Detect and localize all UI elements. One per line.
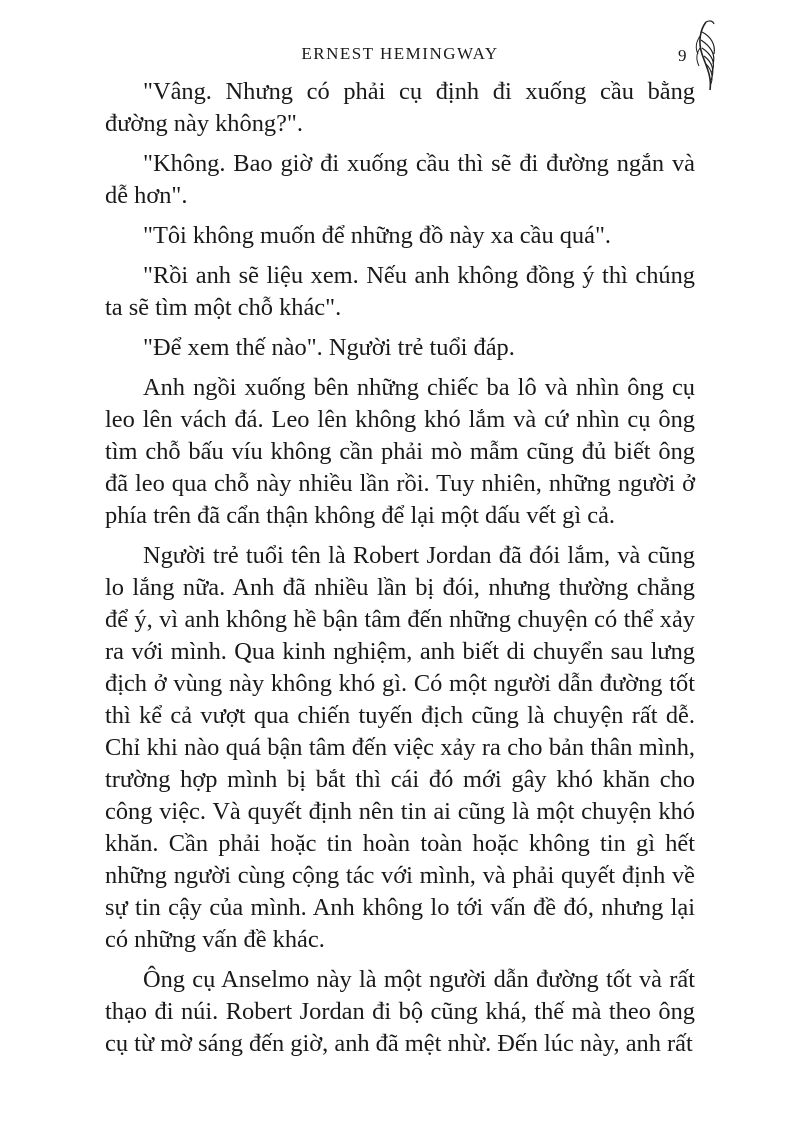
paragraph: Anh ngồi xuống bên những chiếc ba lô và nhìn ông cụ leo lên vách đá. Leo lên không khó lắm và cứ nhìn cụ ông tìm chỗ bấu víu không cần phải mò mẫm cũng đủ biết ông đã leo qua chỗ này nhiều lần rồi. Tuy nhiên, những người ở phía trên đã cẩn thận không để lại một dấu vết gì cả.: [105, 374, 695, 529]
paragraph: Ông cụ Anselmo này là một người dẫn đường tốt và rất thạo đi núi. Robert Jordan đi bộ cũng khá, thế mà theo ông cụ từ mờ sáng đến giờ, anh đã mệt nhừ. Đến lúc này, anh rất: [105, 966, 695, 1057]
paragraph: "Rồi anh sẽ liệu xem. Nếu anh không đồng ý thì chúng ta sẽ tìm một chỗ khác".: [105, 262, 695, 321]
paragraph: "Vâng. Nhưng có phải cụ định đi xuống cầu bằng đường này không?".: [105, 78, 695, 137]
paragraph: "Tôi không muốn để những đồ này xa cầu quá".: [143, 222, 612, 249]
body-text: [105, 76, 695, 1068]
paragraph: "Không. Bao giờ đi xuống cầu thì sẽ đi đường ngắn và dễ hơn".: [105, 150, 695, 209]
paragraph: "Để xem thế nào". Người trẻ tuổi đáp.: [143, 334, 515, 361]
page-number: 9: [678, 46, 687, 65]
paragraph: Người trẻ tuổi tên là Robert Jordan đã đói lắm, và cũng lo lắng nữa. Anh đã nhiều lần bị đói, nhưng thường chẳng để ý, vì anh không hề bận tâm đến những chuyện có thể xảy ra với mình. Qua kinh nghiệm, anh biết di chuyển sau lưng địch ở vùng này không khó gì. Có một người dẫn đường tốt thì kể cả vượt qua chiến tuyến địch cũng là chuyện rất dễ. Chỉ khi nào quá bận tâm đến việc xảy ra cho bản thân mình, trường hợp mình bị bắt thì cái đó mới gây khó khăn cho công việc. Và quyết định nên tin ai cũng là một chuyện khó khăn. Cần phải hoặc tin hoàn toàn hoặc không tin gì hết những người cùng cộng tác với mình, và phải quyết định về sự tin cậy của mình. Anh không lo tới vấn đề đó, nhưng lại có những vấn đề khác.: [105, 542, 695, 953]
running-head: ERNEST HEMINGWAY: [301, 44, 499, 63]
